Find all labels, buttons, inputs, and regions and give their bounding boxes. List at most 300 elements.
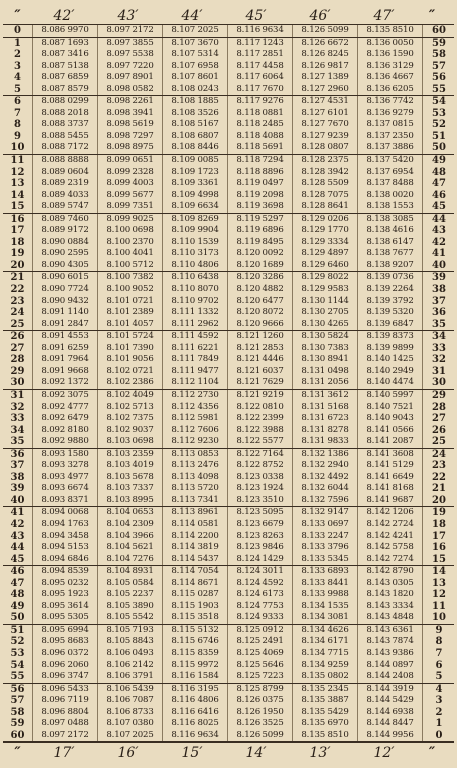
log-value-cell: 8.125 0912	[227, 625, 292, 637]
log-value-cell: 8.111 9477	[162, 366, 227, 378]
log-value-cell: 8.093 8371	[32, 495, 97, 507]
table-row	[3, 390, 454, 402]
log-value-cell: 8.119 2098	[227, 190, 292, 202]
log-value-cell: 8.132 1386	[292, 449, 357, 461]
table-row	[3, 718, 454, 730]
log-value-cell: 8.111 7849	[162, 354, 227, 366]
right-seconds-label: 8	[422, 636, 455, 648]
right-seconds-label: 59	[422, 38, 455, 50]
log-value-cell: 8.119 5297	[227, 214, 292, 226]
log-value-cell: 8.121 2853	[227, 343, 292, 355]
seconds-corner-right: ″	[428, 744, 436, 761]
log-value-cell: 8.121 7629	[227, 377, 292, 389]
log-value-cell: 8.103 4019	[97, 460, 162, 472]
log-value-cell: 8.127 4531	[292, 96, 357, 108]
table-row	[3, 684, 454, 696]
table-row	[3, 108, 454, 120]
log-value-cell: 8.134 6171	[292, 636, 357, 648]
log-value-cell: 8.127 1389	[292, 72, 357, 84]
table-row	[3, 671, 454, 683]
log-value-cell: 8.122 2399	[227, 413, 292, 425]
log-value-cell: 8.114 0581	[162, 519, 227, 531]
log-value-cell: 8.099 5677	[97, 190, 162, 202]
table-row	[3, 284, 454, 296]
log-value-cell: 8.097 5538	[97, 49, 162, 61]
table-row	[3, 402, 454, 414]
log-value-cell: 8.124 1429	[227, 554, 292, 566]
left-seconds-label: 3	[14, 60, 21, 72]
log-value-cell: 8.133 0697	[292, 519, 357, 531]
log-value-cell: 8.096 0372	[32, 648, 97, 660]
left-seconds-label: 31	[10, 389, 25, 401]
log-value-cell: 8.131 2056	[292, 377, 357, 389]
log-value-cell: 8.110 4806	[162, 260, 227, 272]
table-row	[3, 131, 454, 143]
log-value-cell: 8.130 5824	[292, 331, 357, 343]
table-row	[3, 119, 454, 131]
log-value-cell: 8.112 1104	[162, 377, 227, 389]
log-value-cell: 8.096 2060	[32, 660, 97, 672]
log-value-cell: 8.114 2200	[162, 531, 227, 543]
log-value-cell: 8.098 2261	[97, 96, 162, 108]
log-value-cell: 8.123 0338	[227, 472, 292, 484]
left-seconds-label: 15	[10, 201, 25, 213]
left-seconds-label: 24	[10, 307, 25, 319]
right-seconds-label: 17	[422, 531, 455, 543]
log-value-cell: 8.088 0299	[32, 96, 97, 108]
left-seconds-label: 57	[10, 695, 25, 707]
column-footer: 15′	[181, 744, 203, 761]
log-value-cell: 8.138 7677	[357, 248, 422, 260]
table-row	[3, 49, 454, 61]
log-value-cell: 8.097 3855	[97, 38, 162, 50]
log-value-cell: 8.107 2025	[97, 730, 162, 742]
left-seconds-label: 52	[10, 636, 25, 648]
left-seconds-label: 35	[10, 436, 25, 448]
table-row	[3, 190, 454, 202]
table-row	[3, 589, 454, 601]
left-seconds-label: 38	[10, 471, 25, 483]
column-footer: 17′	[53, 744, 75, 761]
row-group	[3, 390, 454, 449]
log-value-cell: 8.108 1885	[162, 96, 227, 108]
log-value-cell: 8.113 8961	[162, 507, 227, 519]
log-value-cell: 8.120 1689	[227, 260, 292, 272]
left-seconds-label: 43	[10, 530, 25, 542]
log-value-cell: 8.105 2237	[97, 589, 162, 601]
log-value-cell: 8.129 0206	[292, 214, 357, 226]
log-value-cell: 8.136 6205	[357, 84, 422, 96]
log-value-cell: 8.133 3796	[292, 542, 357, 554]
log-value-cell: 8.120 4882	[227, 284, 292, 296]
table-row	[3, 648, 454, 660]
table-row	[3, 519, 454, 531]
log-value-cell: 8.106 5439	[97, 684, 162, 696]
log-value-cell: 8.112 9230	[162, 436, 227, 448]
left-seconds-label: 37	[10, 460, 25, 472]
log-value-cell: 8.104 5621	[97, 542, 162, 554]
log-value-cell: 8.110 9702	[162, 296, 227, 308]
log-value-cell: 8.115 8359	[162, 648, 227, 660]
log-value-cell: 8.144 8447	[357, 718, 422, 730]
log-value-cell: 8.103 0698	[97, 436, 162, 448]
log-value-cell: 8.134 7715	[292, 648, 357, 660]
log-value-cell: 8.126 9817	[292, 61, 357, 73]
log-value-cell: 8.113 5720	[162, 483, 227, 495]
right-seconds-label: 45	[422, 201, 455, 213]
log-value-cell: 8.118 2485	[227, 119, 292, 131]
log-value-cell: 8.089 7460	[32, 214, 97, 226]
log-value-cell: 8.130 7383	[292, 343, 357, 355]
log-value-cell: 8.131 5168	[292, 402, 357, 414]
right-seconds-label: 6	[422, 660, 455, 672]
log-value-cell: 8.109 0085	[162, 155, 227, 167]
table-row	[3, 625, 454, 637]
left-seconds-label: 1	[14, 37, 21, 49]
log-value-cell: 8.107 6958	[162, 61, 227, 73]
right-seconds-label: 52	[422, 119, 455, 131]
log-value-cell: 8.129 9583	[292, 284, 357, 296]
right-seconds-label: 46	[422, 190, 455, 202]
log-value-cell: 8.108 3526	[162, 108, 227, 120]
log-value-cell: 8.093 6674	[32, 483, 97, 495]
log-value-cell: 8.126 5099	[227, 730, 292, 742]
log-value-cell: 8.117 9276	[227, 96, 292, 108]
log-value-cell: 8.095 5305	[32, 612, 97, 624]
log-value-cell: 8.122 8752	[227, 460, 292, 472]
log-value-cell: 8.121 6037	[227, 366, 292, 378]
left-seconds-label: 36	[10, 448, 25, 460]
log-value-cell: 8.114 8671	[162, 578, 227, 590]
log-value-cell: 8.106 7087	[97, 695, 162, 707]
left-seconds-label: 13	[10, 178, 25, 190]
left-seconds-label: 12	[10, 166, 25, 178]
log-value-cell: 8.103 5678	[97, 472, 162, 484]
log-value-cell: 8.108 8446	[162, 142, 227, 154]
table-body	[3, 25, 454, 742]
left-seconds-label: 5	[14, 83, 21, 95]
log-value-cell: 8.106 2142	[97, 660, 162, 672]
table-row	[3, 84, 454, 96]
table-row	[3, 495, 454, 507]
log-value-cell: 8.113 0853	[162, 449, 227, 461]
table-row	[3, 601, 454, 613]
right-seconds-label: 43	[422, 225, 455, 237]
left-seconds-label: 29	[10, 365, 25, 377]
log-value-cell: 8.127 6101	[292, 108, 357, 120]
table-row	[3, 296, 454, 308]
log-value-cell: 8.129 8022	[292, 272, 357, 284]
log-value-cell: 8.098 5619	[97, 119, 162, 131]
log-value-cell: 8.120 3286	[227, 272, 292, 284]
log-value-cell: 8.116 1584	[162, 671, 227, 683]
left-seconds-label: 60	[10, 729, 25, 741]
log-value-cell: 8.094 5153	[32, 542, 97, 554]
log-value-cell: 8.122 5577	[227, 436, 292, 448]
seconds-corner-right: ″	[428, 8, 436, 24]
right-seconds-label: 22	[422, 472, 455, 484]
right-seconds-label: 14	[422, 566, 455, 578]
log-value-cell: 8.139 3792	[357, 296, 422, 308]
left-seconds-label: 2	[14, 49, 21, 61]
log-value-cell: 8.112 5981	[162, 413, 227, 425]
log-value-cell: 8.135 2345	[292, 684, 357, 696]
log-value-cell: 8.100 9052	[97, 284, 162, 296]
log-value-cell: 8.106 8733	[97, 707, 162, 719]
log-value-cell: 8.091 2847	[32, 319, 97, 331]
right-seconds-label: 29	[422, 390, 455, 402]
log-value-cell: 8.116 9634	[227, 25, 292, 37]
log-value-cell: 8.089 9172	[32, 225, 97, 237]
left-seconds-label: 23	[10, 295, 25, 307]
right-seconds-label: 21	[422, 483, 455, 495]
log-value-cell: 8.141 3608	[357, 449, 422, 461]
log-value-cell: 8.119 6896	[227, 225, 292, 237]
left-seconds-label: 56	[10, 683, 25, 695]
log-value-cell: 8.102 0721	[97, 366, 162, 378]
log-value-cell: 8.126 1950	[227, 707, 292, 719]
log-value-cell: 8.139 5320	[357, 307, 422, 319]
log-value-cell: 8.137 2350	[357, 131, 422, 143]
log-value-cell: 8.117 7670	[227, 84, 292, 96]
right-seconds-label: 57	[422, 61, 455, 73]
left-seconds-label: 47	[10, 577, 25, 589]
table-row	[3, 730, 454, 742]
left-seconds-label: 42	[10, 518, 25, 530]
table-row	[3, 178, 454, 190]
left-seconds-label: 34	[10, 424, 25, 436]
log-value-cell: 8.088 2018	[32, 108, 97, 120]
table-row	[3, 96, 454, 108]
log-value-cell: 8.097 2172	[97, 25, 162, 37]
log-value-cell: 8.110 6438	[162, 272, 227, 284]
row-group	[3, 25, 454, 38]
log-value-cell: 8.132 2940	[292, 460, 357, 472]
row-group	[3, 684, 454, 743]
log-value-cell: 8.087 5138	[32, 61, 97, 73]
right-seconds-label: 11	[422, 601, 455, 613]
log-value-cell: 8.105 0584	[97, 578, 162, 590]
log-value-cell: 8.143 0305	[357, 578, 422, 590]
log-value-cell: 8.111 2962	[162, 319, 227, 331]
log-value-cell: 8.100 5712	[97, 260, 162, 272]
table-row	[3, 425, 454, 437]
right-seconds-label: 32	[422, 354, 455, 366]
log-value-cell: 8.115 9972	[162, 660, 227, 672]
log-value-cell: 8.133 6893	[292, 566, 357, 578]
right-seconds-label: 4	[422, 684, 455, 696]
log-value-cell: 8.121 9219	[227, 390, 292, 402]
log-value-cell: 8.118 0881	[227, 108, 292, 120]
log-value-cell: 8.089 2319	[32, 178, 97, 190]
row-group	[3, 449, 454, 508]
log-value-cell: 8.121 1260	[227, 331, 292, 343]
row-group	[3, 155, 454, 214]
log-value-cell: 8.123 9846	[227, 542, 292, 554]
log-value-cell: 8.090 4305	[32, 260, 97, 272]
log-value-cell: 8.092 4777	[32, 402, 97, 414]
left-seconds-label: 4	[14, 72, 21, 84]
log-value-cell: 8.141 8168	[357, 483, 422, 495]
log-value-cell: 8.117 6064	[227, 72, 292, 84]
log-value-cell: 8.141 9687	[357, 495, 422, 507]
log-value-cell: 8.136 0050	[357, 38, 422, 50]
log-value-cell: 8.109 1723	[162, 167, 227, 179]
table-row	[3, 319, 454, 331]
log-value-cell: 8.121 4446	[227, 354, 292, 366]
log-value-cell: 8.133 2247	[292, 531, 357, 543]
log-value-cell: 8.143 7874	[357, 636, 422, 648]
right-seconds-label: 2	[422, 707, 455, 719]
log-value-cell: 8.142 7274	[357, 554, 422, 566]
log-value-cell: 8.116 8025	[162, 718, 227, 730]
log-value-cell: 8.114 7054	[162, 566, 227, 578]
log-value-cell: 8.138 4616	[357, 225, 422, 237]
log-value-cell: 8.131 0498	[292, 366, 357, 378]
right-seconds-label: 24	[422, 449, 455, 461]
right-seconds-label: 23	[422, 460, 455, 472]
right-seconds-label: 1	[422, 718, 455, 730]
log-value-cell: 8.102 2386	[97, 377, 162, 389]
log-value-cell: 8.115 6746	[162, 636, 227, 648]
log-value-cell: 8.128 3942	[292, 167, 357, 179]
log-value-cell: 8.090 6015	[32, 272, 97, 284]
row-group	[3, 96, 454, 155]
log-value-cell: 8.139 6847	[357, 319, 422, 331]
log-value-cell: 8.114 3819	[162, 542, 227, 554]
log-value-cell: 8.086 9970	[32, 25, 97, 37]
table-row	[3, 38, 454, 50]
log-value-cell: 8.142 1206	[357, 507, 422, 519]
table-row	[3, 260, 454, 272]
log-value-cell: 8.095 6994	[32, 625, 97, 637]
right-seconds-label: 9	[422, 625, 455, 637]
log-value-cell: 8.126 6672	[292, 38, 357, 50]
right-seconds-label: 5	[422, 671, 455, 683]
log-value-cell: 8.122 3988	[227, 425, 292, 437]
left-seconds-label: 59	[10, 718, 25, 730]
right-seconds-label: 26	[422, 425, 455, 437]
log-value-cell: 8.100 2370	[97, 237, 162, 249]
right-seconds-label: 60	[422, 25, 455, 37]
log-value-cell: 8.110 1539	[162, 237, 227, 249]
log-value-cell: 8.112 2730	[162, 390, 227, 402]
log-value-cell: 8.102 7375	[97, 413, 162, 425]
column-header: 47′	[373, 8, 395, 24]
log-value-cell: 8.140 4474	[357, 377, 422, 389]
row-group	[3, 38, 454, 97]
table-row	[3, 507, 454, 519]
log-value-cell: 8.101 0721	[97, 296, 162, 308]
left-seconds-label: 19	[10, 248, 25, 260]
table-row	[3, 343, 454, 355]
log-value-cell: 8.134 4626	[292, 625, 357, 637]
log-value-cell: 8.095 8683	[32, 636, 97, 648]
log-value-cell: 8.142 2724	[357, 519, 422, 531]
log-value-cell: 8.136 3129	[357, 61, 422, 73]
log-value-cell: 8.094 6846	[32, 554, 97, 566]
log-value-cell: 8.100 7382	[97, 272, 162, 284]
left-seconds-label: 40	[10, 494, 25, 506]
log-value-cell: 8.127 2960	[292, 84, 357, 96]
log-value-cell: 8.109 6634	[162, 201, 227, 213]
log-value-cell: 8.094 1763	[32, 519, 97, 531]
table-row	[3, 201, 454, 213]
log-value-cell: 8.092 9880	[32, 436, 97, 448]
table-row	[3, 636, 454, 648]
log-value-cell: 8.120 6477	[227, 296, 292, 308]
left-seconds-label: 41	[10, 507, 25, 519]
log-value-cell: 8.098 3941	[97, 108, 162, 120]
log-value-cell: 8.123 1924	[227, 483, 292, 495]
log-value-cell: 8.092 8180	[32, 425, 97, 437]
log-value-cell: 8.087 3416	[32, 49, 97, 61]
log-value-cell: 8.143 3334	[357, 601, 422, 613]
left-seconds-label: 50	[10, 612, 25, 624]
left-seconds-label: 10	[10, 142, 25, 154]
right-seconds-label: 7	[422, 648, 455, 660]
log-value-cell: 8.118 4088	[227, 131, 292, 143]
log-value-cell: 8.092 3075	[32, 390, 97, 402]
right-seconds-label: 41	[422, 248, 455, 260]
log-value-cell: 8.104 8931	[97, 566, 162, 578]
log-value-cell: 8.125 4069	[227, 648, 292, 660]
log-value-cell: 8.137 8488	[357, 178, 422, 190]
log-value-cell: 8.105 5542	[97, 612, 162, 624]
log-value-cell: 8.123 5095	[227, 507, 292, 519]
log-value-cell: 8.122 0810	[227, 402, 292, 414]
log-value-cell: 8.139 9899	[357, 343, 422, 355]
log-value-cell: 8.112 7606	[162, 425, 227, 437]
log-value-cell: 8.109 4998	[162, 190, 227, 202]
seconds-corner-left: ″	[14, 8, 21, 24]
log-value-cell: 8.091 9668	[32, 366, 97, 378]
table-row	[3, 612, 454, 624]
log-value-cell: 8.091 7964	[32, 354, 97, 366]
right-seconds-label: 53	[422, 108, 455, 120]
log-value-cell: 8.129 6460	[292, 260, 357, 272]
log-value-cell: 8.137 6954	[357, 167, 422, 179]
log-value-cell: 8.101 5724	[97, 331, 162, 343]
log-value-cell: 8.143 4848	[357, 612, 422, 624]
right-seconds-label: 38	[422, 284, 455, 296]
column-footer: 16′	[117, 744, 139, 761]
log-value-cell: 8.103 7337	[97, 483, 162, 495]
log-value-cell: 8.099 4003	[97, 178, 162, 190]
log-value-cell: 8.091 1140	[32, 307, 97, 319]
log-value-cell: 8.106 3791	[97, 671, 162, 683]
log-value-cell: 8.124 4592	[227, 578, 292, 590]
right-seconds-label: 19	[422, 507, 455, 519]
log-value-cell: 8.124 9333	[227, 612, 292, 624]
right-seconds-label: 48	[422, 167, 455, 179]
log-value-cell: 8.096 3747	[32, 671, 97, 683]
log-value-cell: 8.114 5437	[162, 554, 227, 566]
log-value-cell: 8.134 9259	[292, 660, 357, 672]
log-value-cell: 8.105 7193	[97, 625, 162, 637]
row-group	[3, 625, 454, 684]
log-value-cell: 8.130 8941	[292, 354, 357, 366]
log-value-cell: 8.132 7596	[292, 495, 357, 507]
log-value-cell: 8.131 6723	[292, 413, 357, 425]
log-value-cell: 8.124 6173	[227, 589, 292, 601]
log-value-cell: 8.096 7119	[32, 695, 97, 707]
left-seconds-label: 28	[10, 354, 25, 366]
log-value-cell: 8.126 0375	[227, 695, 292, 707]
log-value-cell: 8.135 0802	[292, 671, 357, 683]
log-value-cell: 8.138 3085	[357, 214, 422, 226]
table-row	[3, 25, 454, 37]
